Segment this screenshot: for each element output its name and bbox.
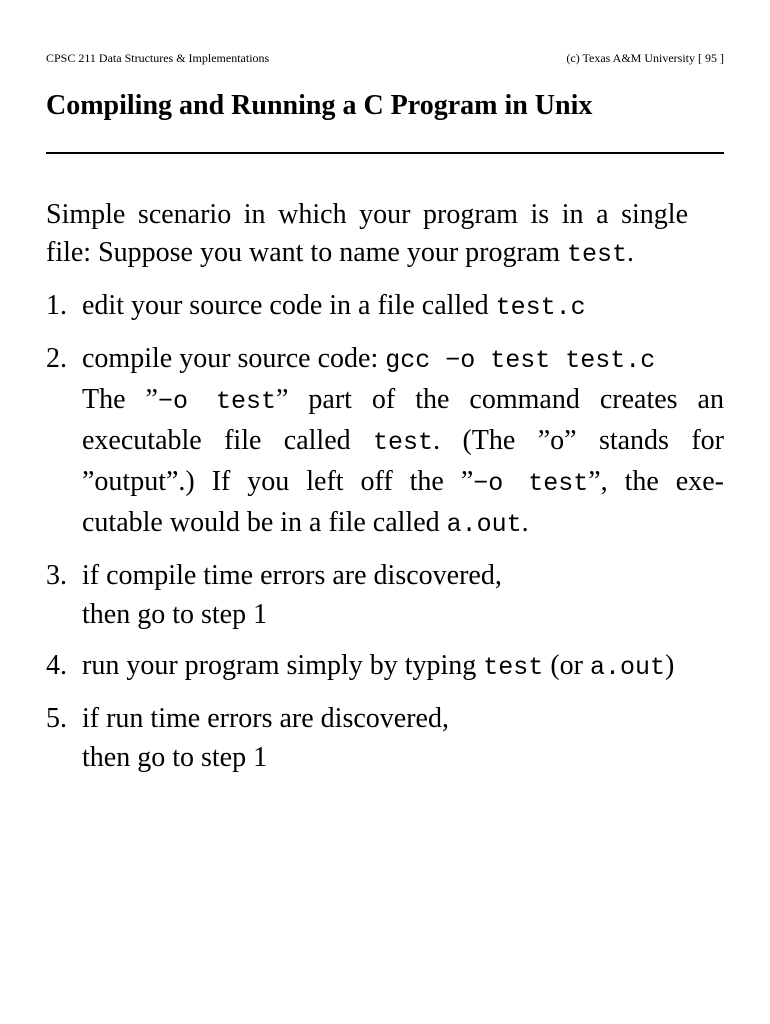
- step-number: 4.: [46, 650, 67, 681]
- step-text: run your program simply by typing: [82, 650, 484, 681]
- code-snippet: test: [483, 653, 544, 682]
- step-line: [82, 462, 724, 503]
- step-number: 2.: [46, 343, 67, 374]
- code-snippet: test.c: [495, 293, 586, 322]
- step-1: [46, 286, 766, 327]
- intro-period: .: [627, 237, 635, 268]
- code-snippet: a.out: [589, 653, 665, 682]
- step-text: ”output”.) If you left off the ”: [82, 466, 474, 497]
- step-line: then go to step 1: [82, 599, 268, 630]
- step-text: ”, the exe-: [588, 466, 724, 497]
- step-3: [46, 556, 766, 634]
- step-4: [46, 646, 766, 687]
- intro-paragraph: [46, 196, 726, 274]
- intro-line-1: Simple scenario in which your program is in a single: [46, 199, 688, 230]
- step-line: if run time errors are discovered,: [82, 703, 449, 734]
- step-text: (or: [543, 650, 590, 681]
- step-line: if compile time errors are discovered,: [82, 560, 502, 591]
- step-text: .: [521, 507, 529, 538]
- step-line: [82, 380, 724, 421]
- step-line: [82, 286, 766, 327]
- step-line: [82, 339, 766, 380]
- step-text: edit your source code in a file called: [82, 290, 496, 321]
- program-name-code: test: [567, 240, 628, 269]
- course-name: CPSC 211 Data Structures & Implementations: [46, 51, 270, 65]
- step-number: 3.: [46, 560, 67, 591]
- steps-list: [46, 286, 766, 789]
- step-text: The ”: [82, 384, 158, 415]
- step-number: 1.: [46, 290, 67, 321]
- step-line: then go to step 1: [82, 742, 268, 773]
- step-text: cutable would be in a file called: [82, 507, 447, 538]
- step-2: [46, 339, 766, 544]
- intro-text: file: Suppose you want to name your program: [46, 237, 568, 268]
- step-line: [82, 646, 766, 687]
- step-text: ): [664, 650, 675, 681]
- running-header: [46, 50, 724, 66]
- code-snippet: gcc −o test test.c: [385, 346, 656, 375]
- slide-title: Compiling and Running a C Program in Unix: [46, 90, 593, 121]
- step-text: compile your source code:: [82, 343, 386, 374]
- code-snippet: a.out: [446, 510, 522, 539]
- step-line: [82, 503, 766, 544]
- step-text: executable file called: [82, 425, 374, 456]
- copyright-page-number: (c) Texas A&M University [ 95 ]: [566, 51, 724, 65]
- code-snippet: test: [373, 428, 434, 457]
- step-5: [46, 699, 766, 777]
- code-snippet: −o test: [157, 387, 276, 416]
- code-snippet: −o test: [473, 469, 589, 498]
- title-divider: [46, 152, 724, 154]
- step-text: . (The ”o” stands for: [433, 425, 725, 456]
- intro-line-2: [46, 237, 634, 268]
- step-text: ” part of the command creates an: [275, 384, 724, 415]
- step-line: [82, 421, 724, 462]
- step-number: 5.: [46, 703, 67, 734]
